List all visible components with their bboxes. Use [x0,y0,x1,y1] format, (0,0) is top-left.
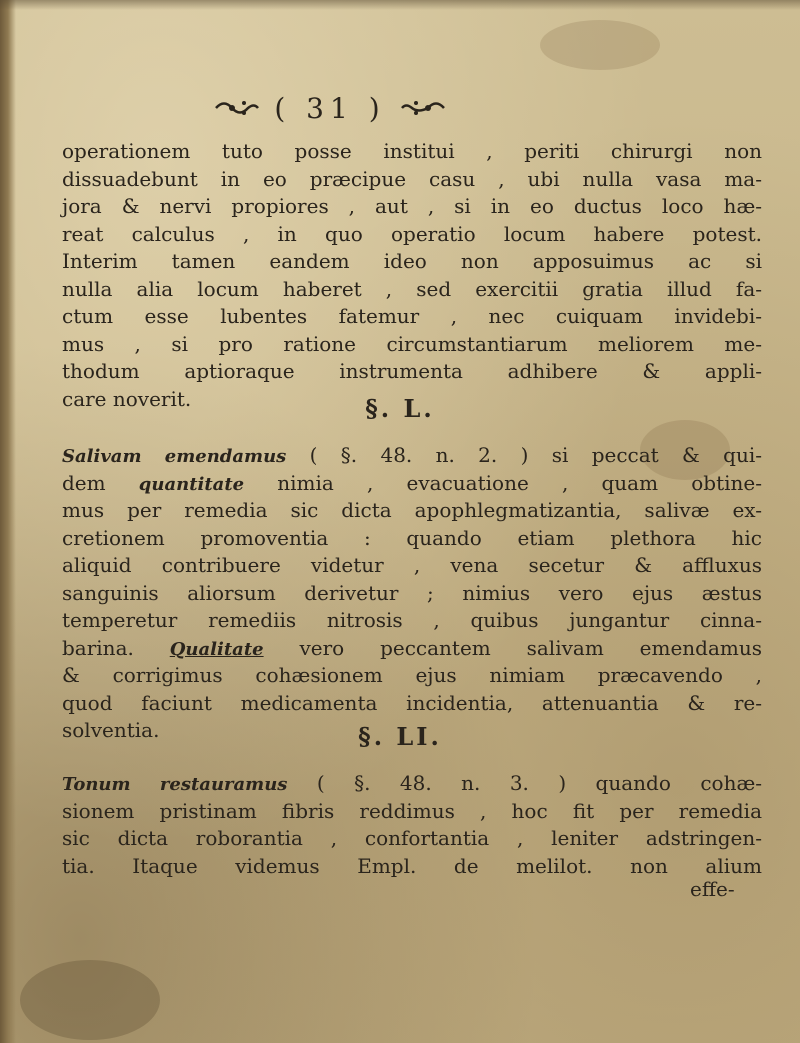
text-fragment: nimia , evacuatione , quam obtine- [277,470,762,495]
text-line: operationem tuto posse institui , periti chirurgi non [62,139,762,163]
text-line: dissuadebunt in eo præcipue casu , ubi nulla vasa ma- [62,166,762,191]
text-line: mus , si pro ratione circumstantiarum meliorem me- [62,331,762,356]
page-binding-edge [0,0,16,1043]
paper-stain [20,960,160,1040]
text-fragment: ( §. 48. n. 2. ) si peccat & qui- [309,443,763,467]
italic-term: quantitate [138,473,245,495]
text-fragment: vero peccantem salivam emendamus [299,635,763,660]
text-line: thodum aptioraque instrumenta adhibere & appli- [62,359,762,383]
text-line [62,635,762,663]
text-line: jora & nervi propiores , aut , si in eo ductus loco hæ- [62,194,762,218]
text-line [62,470,762,498]
section-heading-l: §. L. [365,394,435,423]
text-line: solventia. [62,718,160,742]
section-heading-li: §. LI. [358,722,442,751]
right-ornament-icon [400,97,446,119]
text-line [62,442,762,470]
page-number: ( 31 ) [274,91,386,125]
section-l-paragraph [62,442,762,745]
text-line: tia. Itaque videmus Empl. de melilot. non alium [62,853,762,878]
text-fragment: ( §. 48. n. 3. ) quando cohæ- [316,771,763,795]
italic-term: Qualitate [169,638,264,660]
text-line: sic dicta roborantia , confortantia , leniter adstringen- [62,826,762,850]
text-line [62,770,762,798]
text-line: quod faciunt medicamenta incidentia, attenuantia & re- [62,690,762,715]
italic-lead: Salivam emendamus [62,446,287,467]
catchword: effe- [690,877,735,901]
text-line: cretionem promoventia : quando etiam plethora hic [62,525,762,550]
section-li-paragraph [62,770,762,880]
text-line: temperetur remediis nitrosis , quibus jungantur cinna- [62,608,762,632]
text-line: Interim tamen eandem ideo non apposuimus ac si [62,249,762,273]
text-line: aliquid contribuere videtur , vena secetur & affluxus [62,553,762,577]
paragraph-continued [62,138,762,413]
text-line: sionem pristinam fibris reddimus , hoc fit per remedia [62,798,762,823]
text-line: & corrigimus cohæsionem ejus nimiam præcavendo , [62,663,762,687]
page-top-edge [0,0,800,10]
text-line: care noverit. [62,386,192,411]
text-fragment: dem [62,470,106,495]
text-line: ctum esse lubentes fatemur , nec cuiquam invidebi- [62,304,762,328]
text-fragment: barina. [62,635,134,660]
italic-lead: Tonum restauramus [62,774,288,795]
text-line: reat calculus , in quo operatio locum habere potest. [62,221,762,246]
text-line: nulla alia locum haberet , sed exercitii gratia illud fa- [62,276,762,301]
text-line: mus per remedia sic dicta apophlegmatizantia, salivæ ex- [62,498,762,522]
paper-stain [540,20,660,70]
text-line: sanguinis aliorsum derivetur ; nimius vero ejus æstus [62,580,762,605]
page-header [200,88,460,128]
left-ornament-icon [214,97,260,119]
